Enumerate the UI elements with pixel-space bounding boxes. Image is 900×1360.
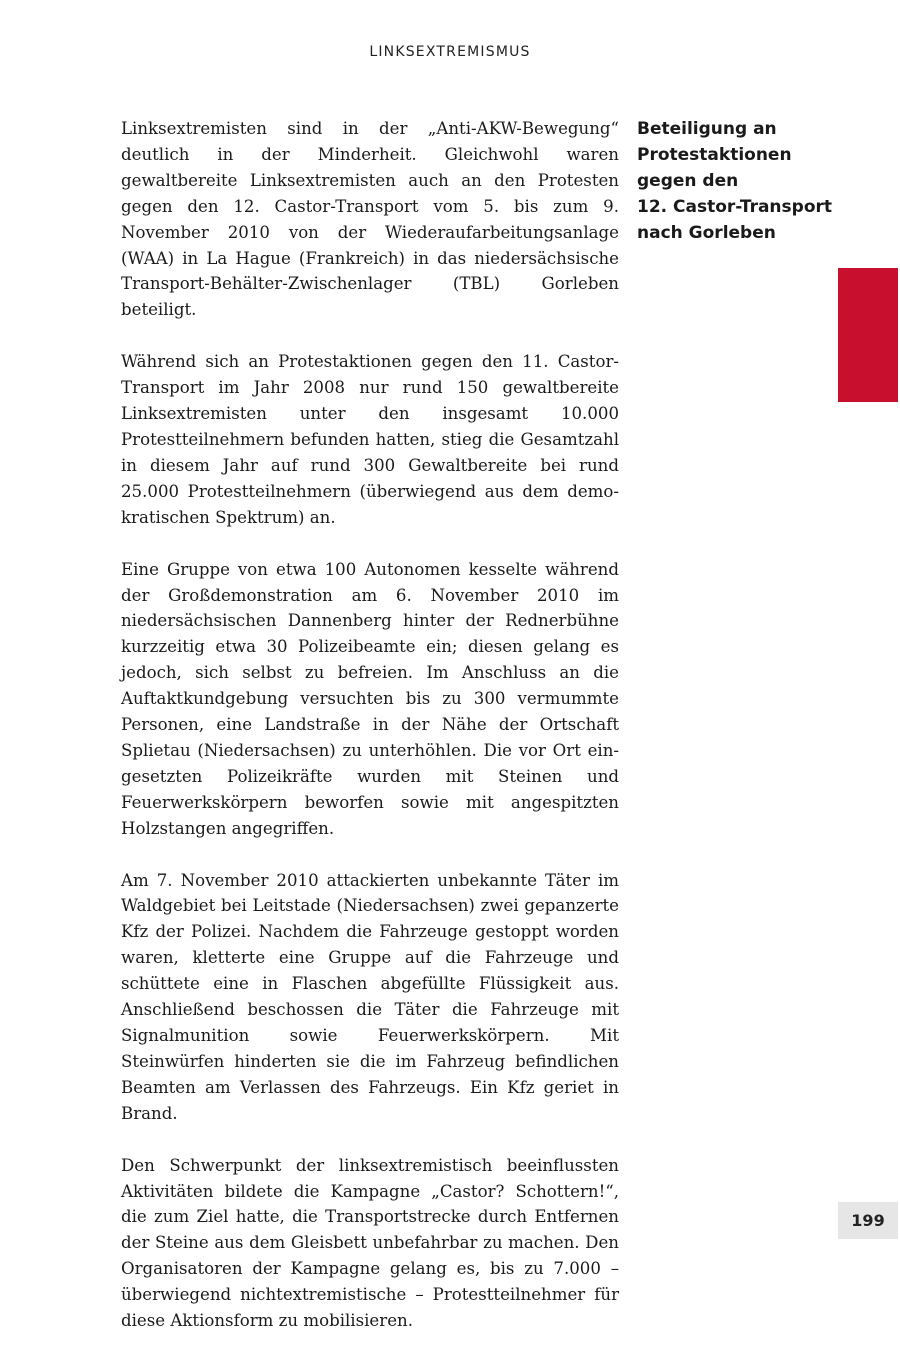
chapter-thumb-tab bbox=[838, 268, 898, 402]
margin-heading-line: Beteiligung an bbox=[637, 119, 777, 139]
margin-heading-line: Protestaktionen bbox=[637, 145, 792, 165]
margin-heading bbox=[637, 116, 833, 246]
paragraph-3: Eine Gruppe von etwa 100 Autonomen kesselte während der Großdemonstration am 6. November 2010 im niedersächsischen Dannenberg hinter der Rednerbühne kurzzeitig etwa 30 Polizeibeamte ein; diesen gelang es jedoch, sich selbst zu befreien. Im Anschluss an die Auftaktkundgebung versuchten bis zu 300 vermummte Personen, eine Landstraße in der Nähe der Ortschaft Splietau (Niedersachsen) zu unterhöhlen. Die vor Ort eingesetzten Polizeikräfte wurden mit Steinen und Feuerwerkskörpern beworfen sowie mit angespitzten Holzstangen angegriffen. bbox=[121, 559, 619, 838]
paragraph-1: Linksextremisten sind in der „Anti-AKW-Bewegung“ deutlich in der Minderheit. Gleichwohl waren gewaltbereite Linksextremisten auch an den Protesten gegen den 12. Castor-Transport vom 5. bis zum 9. November 2010 von der Wiederaufarbeitungsanlage (WAA) in La Hague (Frankreich) in das niedersächsische Transport-Behälter-Zwischenlager (TBL) Gorleben beteiligt. bbox=[121, 119, 619, 320]
paragraph-2: Während sich an Protestaktionen gegen den 11. Castor-Transport im Jahr 2008 nur rund 150 gewaltbereite Linksextremisten unter den insgesamt 10.000 Protestteilnehmern befunden hatten, stieg die Gesamtzahl in diesem Jahr auf rund 300 Gewaltbereite bei rund 25.000 Protestteilnehmern (überwiegend aus dem demokratischen Spektrum) an. bbox=[121, 352, 619, 527]
page-number: 199 bbox=[851, 1211, 885, 1230]
margin-heading-line: gegen den bbox=[637, 171, 739, 191]
margin-heading-line: nach Gorleben bbox=[637, 223, 776, 243]
paragraph-5: Den Schwerpunkt der linksextremistisch beeinflussten Aktivitäten bildete die Kampagne „Castor? Schottern!“, die zum Ziel hatte, die Transportstrecke durch Entfernen der Steine aus dem Gleisbett unbefahrbar zu machen. Den Organisatoren der Kampagne gelang es, bis zu 7.000 – überwiegend nichtextremistische – Protestteilnehmer für diese Aktionsform zu mobilisieren. bbox=[121, 1155, 619, 1331]
body-text-column bbox=[121, 116, 619, 1360]
running-header: LINKSEXTREMISMUS bbox=[369, 44, 531, 60]
paragraph-4: Am 7. November 2010 attackierten unbekannte Täter im Waldgebiet bei Leitstade (Niedersachsen) zwei gepanzerte Kfz der Polizei. Nachdem die Fahrzeuge gestoppt worden waren, kletterte eine Gruppe auf die Fahrzeuge und schüttete eine in Flaschen abgefüllte Flüssigkeit aus. Anschließend beschossen die Täter die Fahrzeuge mit Signalmunition sowie Feuerwerkskörpern. Mit Steinwürfen hinderten sie die im Fahrzeug befindlichen Beamten am Verlassen des Fahrzeugs. Ein Kfz geriet in Brand. bbox=[121, 870, 619, 1123]
page-number-box bbox=[838, 1202, 898, 1239]
margin-heading-line: 12. Castor-Transport bbox=[637, 197, 833, 217]
